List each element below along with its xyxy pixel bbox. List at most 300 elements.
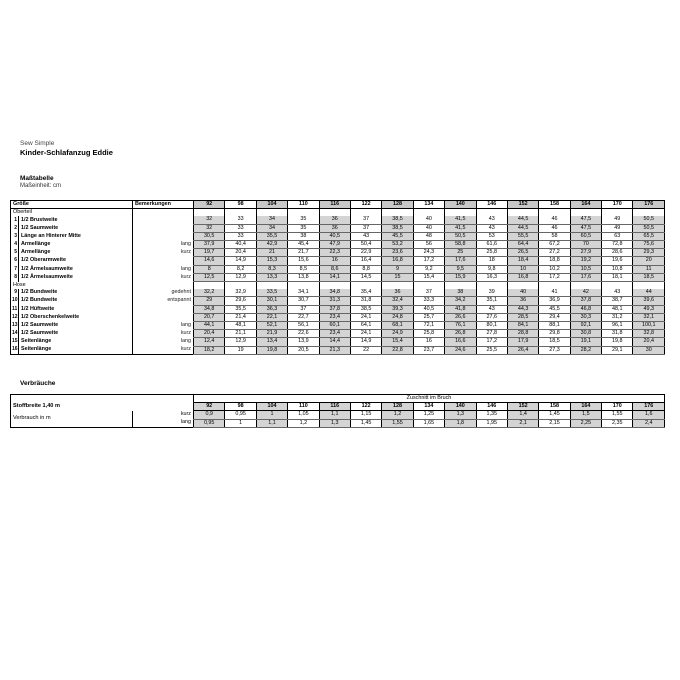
measure-value: 41,8: [445, 305, 476, 313]
row-number: 15: [12, 338, 18, 345]
measure-value: 14,4: [319, 338, 350, 346]
measure-value: 56,1: [288, 322, 319, 330]
measure-value: 38: [288, 232, 319, 240]
measure-value: 16,8: [507, 273, 538, 281]
consumption-row: [11, 411, 665, 419]
measure-value: 37,8: [570, 297, 601, 305]
measure-row: [11, 330, 665, 338]
measure-value: 17,2: [413, 257, 444, 265]
size-header-92: 92: [194, 201, 225, 209]
measure-value: 28,6: [602, 249, 633, 257]
measure-table-body: [11, 209, 665, 355]
measure-value: 36,3: [256, 305, 287, 313]
measure-value: 14,9: [350, 338, 381, 346]
consumption-size-104: 104: [256, 403, 287, 411]
measure-value: 22,8: [382, 346, 413, 354]
row-number: 6: [14, 257, 17, 264]
measure-value: 19,8: [602, 338, 633, 346]
measure-value: 22: [350, 346, 381, 354]
empty-cell: [445, 282, 476, 290]
row-number: 13: [12, 322, 18, 329]
empty-cell: [288, 282, 319, 290]
measure-value: 23,4: [319, 330, 350, 338]
measure-value: 45,4: [288, 241, 319, 249]
measure-value: 53: [476, 232, 507, 240]
zuschnitt-label: Zuschnitt im Bruch: [194, 395, 665, 403]
measure-value: 13,8: [288, 273, 319, 281]
measure-value: 50,4: [350, 241, 381, 249]
measure-value: 35,1: [476, 297, 507, 305]
measure-value: 19: [225, 346, 256, 354]
measure-value: 33: [225, 224, 256, 232]
measure-value: 48,1: [225, 322, 256, 330]
measure-value: 33: [225, 232, 256, 240]
measure-value: 38: [445, 289, 476, 297]
measure-value: 24,1: [350, 330, 381, 338]
measure-value: 29,3: [633, 249, 665, 257]
measure-value: 29,8: [539, 330, 570, 338]
consumption-value: 1,15: [350, 411, 381, 419]
row-remark: kurz: [133, 330, 194, 338]
consumption-size-146: 146: [476, 403, 507, 411]
measure-value: 24,8: [382, 313, 413, 321]
measure-value: 8,2: [225, 265, 256, 273]
consumption-value: 1,1: [319, 411, 350, 419]
stoffbreite-label: Stoffbreite 1,40 m: [13, 403, 60, 410]
measure-value: 44,5: [507, 216, 538, 224]
consumption-size-152: 152: [507, 403, 538, 411]
measure-value: 27,8: [476, 330, 507, 338]
size-header-152: 152: [507, 201, 538, 209]
measure-value: 35: [288, 224, 319, 232]
row-remark: kurz: [133, 346, 194, 354]
measure-value: 65,5: [633, 232, 665, 240]
measure-value: 72,1: [413, 322, 444, 330]
measure-value: 40: [507, 289, 538, 297]
measure-value: 21,3: [319, 346, 350, 354]
row-remark: entspannt: [133, 297, 194, 305]
size-header-122: 122: [350, 201, 381, 209]
measure-value: 26,6: [445, 313, 476, 321]
measure-value: 37: [350, 216, 381, 224]
row-number: 1: [14, 216, 17, 223]
measure-value: 60,1: [319, 322, 350, 330]
group-label: Oberteil: [13, 209, 32, 216]
empty-cell: [476, 209, 507, 217]
measure-value: 30: [633, 346, 665, 354]
measure-value: 37: [288, 305, 319, 313]
consumption-size-110: 110: [288, 403, 319, 411]
measure-value: 40,5: [413, 305, 444, 313]
row-number: 14: [12, 330, 18, 337]
measure-value: 36: [382, 289, 413, 297]
measure-value: 68,1: [382, 322, 413, 330]
measure-value: 44,5: [507, 224, 538, 232]
consumption-table-body: [11, 395, 665, 428]
measure-value: 48: [413, 232, 444, 240]
consumption-value: 1,6: [633, 411, 665, 419]
group-row: [11, 209, 665, 217]
measure-value: 30,3: [570, 313, 601, 321]
row-label: 1/2 Oberschenkelweite: [19, 313, 133, 321]
measure-value: 27,2: [539, 249, 570, 257]
measure-value: 45,5: [382, 232, 413, 240]
measure-value: 12,5: [194, 273, 225, 281]
consumption-size-170: 170: [602, 403, 633, 411]
measure-value: 45,5: [539, 305, 570, 313]
row-label: 1/2 Oberarmweite: [19, 257, 133, 265]
consumption-remark: lang: [133, 419, 194, 427]
measure-value: 72,8: [602, 241, 633, 249]
consumption-value: 1,2: [288, 419, 319, 427]
size-header-128: 128: [382, 201, 413, 209]
measure-value: 42: [570, 289, 601, 297]
measure-value: 37: [413, 289, 444, 297]
row-label: 1/2 Ärmelsaumweite: [19, 265, 133, 273]
empty-cell: [633, 209, 665, 217]
consumption-size-98: 98: [225, 403, 256, 411]
row-label: 1/2 Saumweite: [19, 322, 133, 330]
consumption-value: 1,55: [602, 411, 633, 419]
measure-value: 43: [476, 224, 507, 232]
measure-value: 43: [476, 216, 507, 224]
empty-cell: [602, 282, 633, 290]
measure-value: 75,6: [633, 241, 665, 249]
measure-unit-label: Maßeinheit: cm: [20, 183, 62, 189]
measure-value: 39,6: [633, 297, 665, 305]
measure-value: 14,5: [350, 273, 381, 281]
measure-value: 25,7: [413, 313, 444, 321]
measure-value: 49,3: [633, 305, 665, 313]
measure-value: 22,6: [288, 330, 319, 338]
measure-value: 28,8: [507, 330, 538, 338]
consumption-size-164: 164: [570, 403, 601, 411]
measure-value: 48,1: [602, 305, 633, 313]
empty-cell: [633, 282, 665, 290]
measure-value: 67,2: [539, 241, 570, 249]
row-remark: [133, 257, 194, 265]
row-remark: lang: [133, 338, 194, 346]
row-label: 1/2 Brustweite: [19, 216, 133, 224]
row-remark: lang: [133, 265, 194, 273]
measure-value: 15,4: [382, 338, 413, 346]
consumption-size-92: 92: [194, 403, 225, 411]
measure-value: 15,4: [413, 273, 444, 281]
measure-value: 30,5: [194, 232, 225, 240]
measure-value: 60,5: [570, 232, 601, 240]
consumption-value: 1: [225, 419, 256, 427]
measure-value: 13,9: [288, 338, 319, 346]
empty-cell: [570, 282, 601, 290]
measure-value: 36: [319, 224, 350, 232]
measure-row: [11, 249, 665, 257]
measure-value: 21,4: [225, 313, 256, 321]
measure-row: [11, 273, 665, 281]
measure-value: 8: [194, 265, 225, 273]
empty-cell: [507, 282, 538, 290]
measure-value: 38,7: [602, 297, 633, 305]
consumption-value: 1,5: [570, 411, 601, 419]
empty-cell: [413, 209, 444, 217]
measure-value: 27,3: [539, 346, 570, 354]
measure-value: 12,9: [225, 273, 256, 281]
measure-value: 9,2: [413, 265, 444, 273]
measure-value: 10,2: [539, 265, 570, 273]
measure-value: 9: [382, 265, 413, 273]
empty-cell: [602, 209, 633, 217]
empty-cell: [194, 209, 225, 217]
measure-value: 18,4: [507, 257, 538, 265]
measure-value: 27,6: [476, 313, 507, 321]
measure-value: 47,5: [570, 216, 601, 224]
measure-value: 80,1: [476, 322, 507, 330]
measure-value: 55,5: [507, 232, 538, 240]
measure-value: 29,1: [602, 346, 633, 354]
measure-value: 16,8: [382, 257, 413, 265]
measure-table: [10, 200, 665, 355]
measure-row: [11, 224, 665, 232]
remarks-header-label: Bemerkungen: [133, 201, 194, 209]
measure-value: 32: [194, 216, 225, 224]
row-remark: kurz: [133, 249, 194, 257]
empty-cell: [539, 209, 570, 217]
empty-cell: [133, 209, 194, 217]
consumption-value: 2,15: [539, 419, 570, 427]
measure-value: 92,1: [570, 322, 601, 330]
measure-row: [11, 232, 665, 240]
measure-value: 35,4: [350, 289, 381, 297]
measure-value: 32,8: [633, 330, 665, 338]
measure-row: [11, 265, 665, 273]
measure-value: 18,8: [539, 257, 570, 265]
consumption-value: 1,3: [445, 411, 476, 419]
measure-value: 37,8: [319, 305, 350, 313]
consumption-value: 1,45: [350, 419, 381, 427]
row-label: Seitenlänge: [19, 346, 133, 354]
measure-value: 70: [570, 241, 601, 249]
empty-cell: [256, 209, 287, 217]
measure-value: 56: [413, 241, 444, 249]
measure-value: 35,5: [256, 232, 287, 240]
empty-cell: [225, 282, 256, 290]
measure-value: 38,5: [382, 224, 413, 232]
measure-value: 15,6: [288, 257, 319, 265]
measure-row: [11, 313, 665, 321]
measure-value: 44,1: [194, 322, 225, 330]
consumption-size-128: 128: [382, 403, 413, 411]
measure-value: 17,9: [507, 338, 538, 346]
size-header-134: 134: [413, 201, 444, 209]
consumption-value: 0,95: [225, 411, 256, 419]
measure-value: 58: [539, 232, 570, 240]
row-label: 1/2 Bundweite: [19, 289, 133, 297]
row-number: 7: [14, 265, 17, 272]
measure-value: 36: [319, 216, 350, 224]
measure-value: 21,7: [288, 249, 319, 257]
empty-cell: [225, 209, 256, 217]
measure-value: 18: [476, 257, 507, 265]
consumption-size-122: 122: [350, 403, 381, 411]
measure-value: 13,4: [256, 338, 287, 346]
measure-value: 41,5: [445, 216, 476, 224]
row-remark: kurz: [133, 273, 194, 281]
measure-value: 35,5: [225, 305, 256, 313]
measure-value: 15,3: [256, 257, 287, 265]
measure-value: 16: [413, 338, 444, 346]
empty-cell: [350, 282, 381, 290]
measure-row: [11, 305, 665, 313]
measure-value: 39,3: [382, 305, 413, 313]
measure-value: 21,9: [256, 330, 287, 338]
measure-value: 25,5: [476, 346, 507, 354]
size-header-140: 140: [445, 201, 476, 209]
measure-row: [11, 241, 665, 249]
measure-value: 43: [476, 305, 507, 313]
measure-value: 17,2: [539, 273, 570, 281]
measure-value: 43: [602, 289, 633, 297]
consumption-size-176: 176: [633, 403, 665, 411]
row-number: 8: [14, 273, 17, 280]
empty-cell: [382, 282, 413, 290]
measure-value: 53,2: [382, 241, 413, 249]
measure-value: 31,2: [602, 313, 633, 321]
row-remark: gedehnt: [133, 289, 194, 297]
measure-value: 46,8: [570, 305, 601, 313]
consumption-value: 1,1: [256, 419, 287, 427]
measure-value: 21,1: [225, 330, 256, 338]
measure-value: 26,8: [445, 330, 476, 338]
consumption-header-row: [11, 395, 665, 403]
empty-cell: [382, 209, 413, 217]
measure-value: 22,7: [288, 313, 319, 321]
empty-cell: [133, 282, 194, 290]
empty-cell: [413, 282, 444, 290]
measure-row: [11, 289, 665, 297]
measure-value: 23,4: [319, 313, 350, 321]
measure-value: 19,1: [570, 338, 601, 346]
row-remark: [133, 232, 194, 240]
measure-value: 29: [194, 297, 225, 305]
size-header-164: 164: [570, 201, 601, 209]
measure-value: 20,4: [194, 330, 225, 338]
measure-value: 11: [633, 265, 665, 273]
measure-value: 34,8: [194, 305, 225, 313]
consumption-value: 1,25: [413, 411, 444, 419]
size-header-146: 146: [476, 201, 507, 209]
empty-cell: [11, 395, 194, 403]
row-remark: [133, 224, 194, 232]
measure-value: 14,9: [225, 257, 256, 265]
measure-value: 16,3: [476, 273, 507, 281]
consumption-size-140: 140: [445, 403, 476, 411]
measure-value: 17,6: [445, 257, 476, 265]
consumption-remark: kurz: [133, 411, 194, 419]
measure-value: 38,5: [350, 305, 381, 313]
consumption-value: 2,1: [507, 419, 538, 427]
measure-value: 18,2: [194, 346, 225, 354]
measure-value: 24,1: [350, 313, 381, 321]
measure-value: 47,9: [319, 241, 350, 249]
consumption-value: 2,4: [633, 419, 665, 427]
measure-row: [11, 322, 665, 330]
measure-value: 33,5: [256, 289, 287, 297]
measure-value: 17,6: [570, 273, 601, 281]
measure-value: 41: [539, 289, 570, 297]
measure-value: 15: [382, 273, 413, 281]
measure-value: 24,3: [413, 249, 444, 257]
measure-value: 12,9: [225, 338, 256, 346]
consumption-size-row: [11, 403, 665, 411]
measure-value: 34: [256, 216, 287, 224]
empty-cell: [350, 209, 381, 217]
measure-value: 37,9: [194, 241, 225, 249]
row-remark: lang: [133, 241, 194, 249]
measure-value: 8,3: [256, 265, 287, 273]
size-header-170: 170: [602, 201, 633, 209]
measure-value: 22,1: [256, 313, 287, 321]
measure-value: 25,8: [476, 249, 507, 257]
empty-cell: [319, 282, 350, 290]
measure-value: 18,1: [602, 273, 633, 281]
measure-value: 49: [602, 216, 633, 224]
consumption-value: 1,45: [539, 411, 570, 419]
consumption-value: 1,8: [445, 419, 476, 427]
row-remark: [133, 305, 194, 313]
row-label: 1/2 Ärmelsaumweite: [19, 273, 133, 281]
measure-value: 27,9: [570, 249, 601, 257]
row-label: 1/2 Hüftweite: [19, 305, 133, 313]
row-number: 9: [14, 289, 17, 296]
measure-value: 42,9: [256, 241, 287, 249]
consumption-value: 2,35: [602, 419, 633, 427]
measure-value: 32,9: [225, 289, 256, 297]
row-number: 4: [14, 241, 17, 248]
measure-value: 32,2: [194, 289, 225, 297]
empty-cell: [507, 209, 538, 217]
consumption-table: [10, 394, 665, 428]
measure-value: 15,9: [445, 273, 476, 281]
measure-value: 23,6: [382, 249, 413, 257]
consumption-value: 1,35: [476, 411, 507, 419]
row-label: Länge an Hinterer Mitte: [19, 232, 133, 240]
measure-value: 40,4: [225, 241, 256, 249]
measure-value: 17,2: [476, 338, 507, 346]
measure-value: 18,5: [539, 338, 570, 346]
row-number: 11: [12, 305, 18, 312]
measure-value: 34,2: [445, 297, 476, 305]
measure-value: 8,8: [350, 265, 381, 273]
measure-value: 44: [633, 289, 665, 297]
measure-value: 22,9: [350, 249, 381, 257]
row-label: 1/2 Saumweite: [19, 330, 133, 338]
measure-value: 37: [350, 224, 381, 232]
measure-row: [11, 338, 665, 346]
size-header-98: 98: [225, 201, 256, 209]
measure-value: 19,6: [602, 257, 633, 265]
measure-row: [11, 257, 665, 265]
measure-value: 47,5: [570, 224, 601, 232]
row-remark: [133, 216, 194, 224]
measure-value: 10: [507, 265, 538, 273]
brand-label: Sew Simple: [20, 140, 55, 147]
consumption-value: 1,3: [319, 419, 350, 427]
measure-value: 36: [507, 297, 538, 305]
measure-value: 44,3: [507, 305, 538, 313]
consumption-value: 1,55: [382, 419, 413, 427]
measure-value: 16,4: [350, 257, 381, 265]
measure-value: 63: [602, 232, 633, 240]
consumption-value: 1,4: [507, 411, 538, 419]
